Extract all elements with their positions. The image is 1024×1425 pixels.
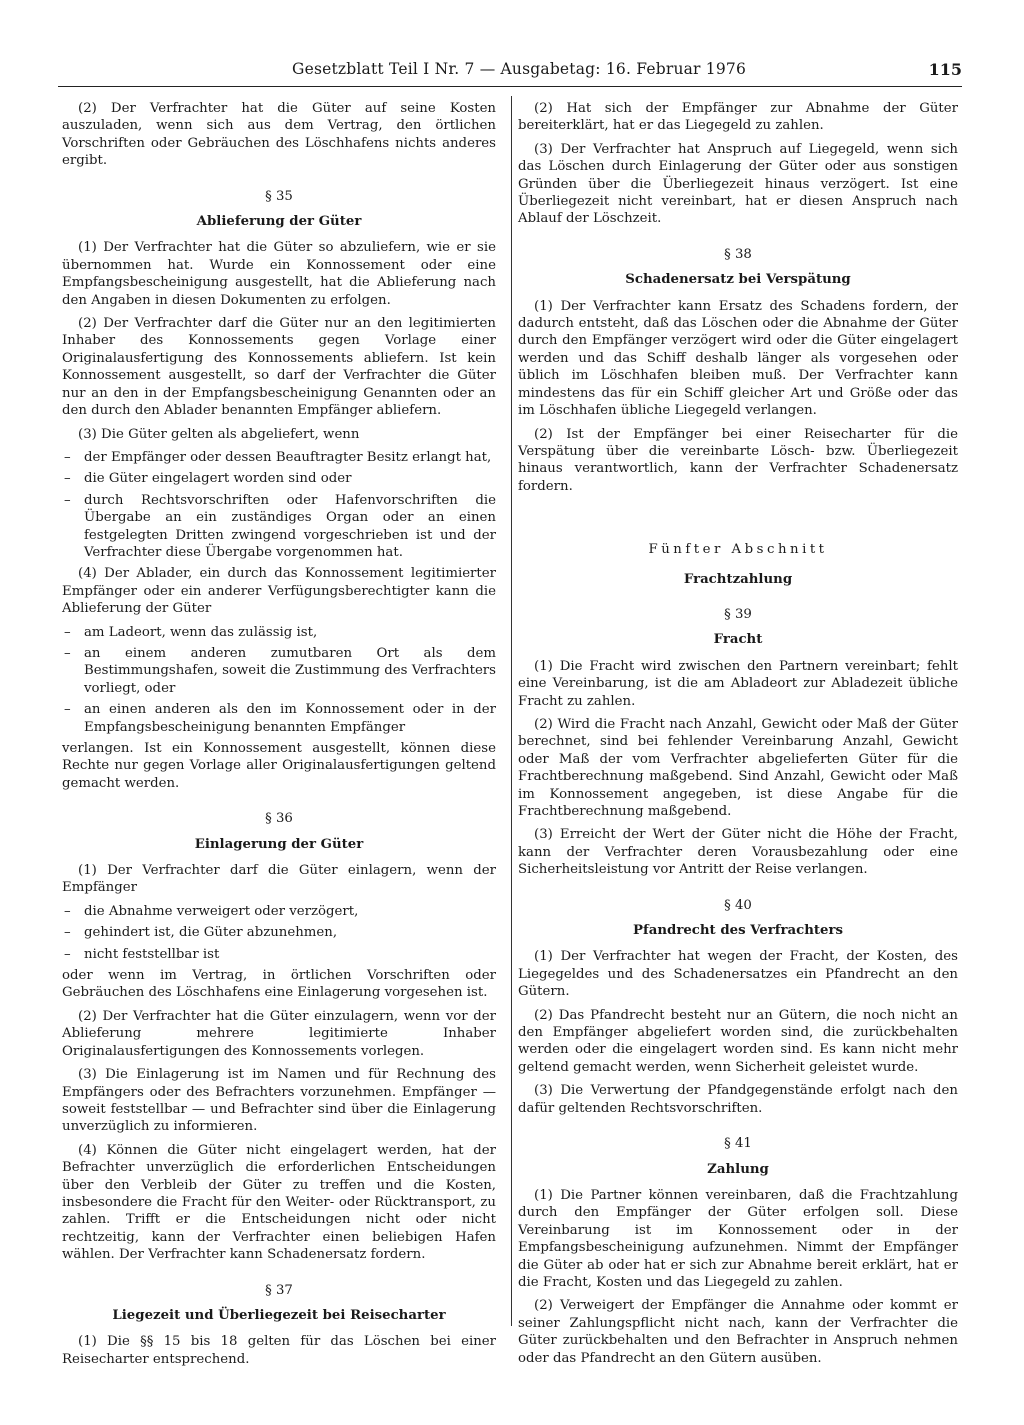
section-title: Liegezeit und Überliegezeit bei Reisecharter xyxy=(112,1307,446,1323)
paragraph: (2) Verweigert der Empfänger die Annahme oder kommt er seiner Zahlungspflicht nicht nach, kann der Verfrachter die Güter zurückbehalten und den Befrachter in Anspruch nehmen oder das Pfandrecht an den Gütern ausüben. xyxy=(518,1298,958,1366)
paragraph: (2) Ist der Empfänger bei einer Reisecharter für die Verspätung über die vereinbarte Lösch- bzw. Überliegezeit hinaus verantwortlich, kann der Verfrachter Schadenersatz fordern. xyxy=(518,426,958,494)
header-rule xyxy=(58,86,962,87)
column-divider xyxy=(511,96,512,1326)
list-item: – der Empfänger oder dessen Beauftragter Besitz erlangt hat, xyxy=(64,449,492,465)
paragraph: (1) Die §§ 15 bis 18 gelten für das Löschen bei einer Reisecharter entsprechend. xyxy=(62,1334,496,1367)
paragraph: (2) Der Verfrachter hat die Güter auf seine Kosten auszuladen, wenn sich aus dem Vertrag, den örtlichen Vorschriften oder Gebräuchen des Löschhafens nichts anderes ergibt. xyxy=(62,101,496,169)
list-item: – an einem anderen zumutbaren Ort als dem Bestimmungshafen, soweit die Zustimmung des Verfrachters vorliegt, oder xyxy=(64,645,496,696)
section-title: Ablieferung der Güter xyxy=(196,214,362,230)
paragraph: (1) Der Verfrachter hat wegen der Fracht, der Kosten, des Liegegeldes und des Schadenersatzes ein Pfandrecht an den Gütern. xyxy=(518,949,958,1000)
paragraph: (3) Die Einlagerung ist im Namen und für Rechnung des Empfängers oder des Befrachters vorzunehmen. Empfänger — soweit feststellbar — und Befrachter sind über die Einlagerung unverzüglich zu informieren. xyxy=(62,1067,496,1135)
list-item: – an einen anderen als den im Konnossement oder in der Empfangsbescheinigung benannten Empfänger xyxy=(64,702,496,735)
section-number: § 40 xyxy=(724,897,752,913)
paragraph: (3) Der Verfrachter hat Anspruch auf Liegegeld, wenn sich das Löschen durch Einlagerung der Güter oder aus sonstigen Gründen über die Überliegezeit hinaus verzögert. Ist eine Überliegezeit nicht vereinbart, hat er diesen Anspruch nach Ablauf der Löschzeit. xyxy=(518,141,958,227)
paragraph: (1) Der Verfrachter kann Ersatz des Schadens fordern, der dadurch entsteht, daß das Löschen oder die Abnahme der Güter durch den Empfänger verzögert wird oder die Güter eingelagert werden und das Schiff deshalb länger als vorgesehen oder üblich im Löschhafen bleiben muß. Der Verfrachter kann mindestens das für ein Schiff gleicher Art und Größe oder das im Löschhafen übliche Liegegeld verlangen. xyxy=(518,298,958,419)
paragraph: (1) Die Fracht wird zwischen den Partnern vereinbart; fehlt eine Vereinbarung, ist die am Abladeort zur Abladezeit übliche Fracht zu zahlen. xyxy=(518,658,958,709)
paragraph: (3) Die Verwertung der Pfandgegenstände erfolgt nach den dafür geltenden Rechtsvorschriften. xyxy=(518,1083,958,1116)
section-number: § 36 xyxy=(265,811,293,827)
paragraph: (4) Können die Güter nicht eingelagert werden, hat der Befrachter unverzüglich die erforderlichen Entscheidungen über den Verbleib der Güter zu treffen und die Kosten, insbesondere die Fracht für den Weiter- oder Rücktransport, zu zahlen. Trifft er die Entscheidungen nicht oder nicht rechtzeitig, kann der Verfrachter einen beliebigen Hafen wählen. Der Verfrachter kann Schadenersatz fordern. xyxy=(62,1142,496,1263)
section-number: § 35 xyxy=(265,188,293,204)
chapter-heading: Fünfter Abschnitt xyxy=(648,542,828,558)
section-number: § 41 xyxy=(724,1136,752,1152)
list-item: – durch Rechtsvorschriften oder Hafenvorschriften die Übergabe an ein zuständiges Organ oder an einen festgelegten Dritten zwingend vorgeschrieben ist und der Verfrachter diese Übergabe vorgenommen hat. xyxy=(64,492,496,560)
paragraph: (2) Der Verfrachter hat die Güter einzulagern, wenn vor der Ablieferung mehrere legitimierte Inhaber Originalausfertigungen des Konnossements vorlegen. xyxy=(62,1008,496,1059)
left-column xyxy=(62,100,496,1374)
list-item: – die Abnahme verweigert oder verzögert, xyxy=(64,903,359,919)
section-title: Zahlung xyxy=(707,1161,769,1177)
right-column xyxy=(518,100,958,1373)
section-title: Schadenersatz bei Verspätung xyxy=(625,272,851,288)
paragraph: oder wenn im Vertrag, in örtlichen Vorschriften oder Gebräuchen des Löschhafens eine Einlagerung vorgesehen ist. xyxy=(62,968,496,1001)
paragraph: (1) Der Verfrachter darf die Güter einlagern, wenn der Empfänger xyxy=(62,863,496,896)
paragraph: (1) Die Partner können vereinbaren, daß die Frachtzahlung durch den Empfänger der Güter erfolgen soll. Diese Vereinbarung ist im Konnossement oder in der Empfangsbescheinigung aufzunehmen. Nimmt der Empfänger die Güter ab oder hat er sich zur Abnahme bereit erklärt, hat er die Fracht, Kosten und das Liegegeld zu zahlen. xyxy=(518,1187,958,1290)
paragraph: (2) Wird die Fracht nach Anzahl, Gewicht oder Maß der Güter berechnet, sind bei fehlender Vereinbarung Anzahl, Gewicht oder Maß der vom Verfrachter abgelieferten Güter für die Frachtberechnung maßgebend. Sind Anzahl, Gewicht oder Maß im Konnossement angegeben, ist diese Angabe für die Frachtberechnung maßgebend. xyxy=(518,716,958,819)
paragraph: (2) Der Verfrachter darf die Güter nur an den legitimierten Inhaber des Konnossements gegen Vorlage einer Originalausfertigung des Konnossements abliefern. Ist kein Konnossement ausgestellt, so darf der Verfrachter die Güter nur an den in der Empfangsbescheinigung Genannten oder an den durch den Ablader benannten Empfänger abliefern. xyxy=(62,316,496,419)
paragraph: (3) Erreicht der Wert der Güter nicht die Höhe der Fracht, kann der Verfrachter deren Vorausbezahlung oder eine Sicherheitsleistung vor Antritt der Reise verlangen. xyxy=(518,827,958,878)
page-number: 115 xyxy=(928,60,962,79)
paragraph: verlangen. Ist ein Konnossement ausgestellt, können diese Rechte nur gegen Vorlage aller Originalausfertigungen geltend gemacht werden. xyxy=(62,741,496,791)
chapter-title: Frachtzahlung xyxy=(683,571,793,587)
section-title: Pfandrecht des Verfrachters xyxy=(633,923,843,939)
paragraph: (4) Der Ablader, ein durch das Konnossement legitimierter Empfänger oder ein anderer Verfügungsberechtigter kann die Ablieferung der Güter xyxy=(62,566,496,617)
list-item: – nicht feststellbar ist xyxy=(64,946,220,962)
page-header xyxy=(52,60,962,84)
section-number: § 37 xyxy=(265,1282,293,1298)
section-title: Fracht xyxy=(713,632,763,648)
list-item: – gehindert ist, die Güter abzunehmen, xyxy=(64,925,338,941)
paragraph: (3) Die Güter gelten als abgeliefert, wenn xyxy=(78,426,360,442)
gazette-title: Gesetzblatt Teil I Nr. 7 — Ausgabetag: 16. Februar 1976 xyxy=(292,60,747,78)
list-item: – die Güter eingelagert worden sind oder xyxy=(64,471,352,487)
section-number: § 39 xyxy=(724,606,752,622)
list-item: – am Ladeort, wenn das zulässig ist, xyxy=(64,624,318,640)
paragraph: (1) Der Verfrachter hat die Güter so abzuliefern, wie er sie übernommen hat. Wurde ein Konnossement oder eine Empfangsbescheinigung ausgestellt, hat die Ablieferung nach den Angaben in diesen Dokumenten zu erfolgen. xyxy=(62,240,496,308)
section-number: § 38 xyxy=(724,246,752,262)
paragraph: (2) Das Pfandrecht besteht nur an Gütern, die noch nicht an den Empfänger abgeliefert worden sind, die zurückbehalten werden oder die eingelagert worden sind. Es kann nicht mehr geltend gemacht werden, wenn Sicherheit geleistet wurde. xyxy=(518,1007,958,1075)
paragraph: (2) Hat sich der Empfänger zur Abnahme der Güter bereiterklärt, hat er das Liegegeld zu zahlen. xyxy=(518,101,958,134)
section-title: Einlagerung der Güter xyxy=(194,836,364,852)
